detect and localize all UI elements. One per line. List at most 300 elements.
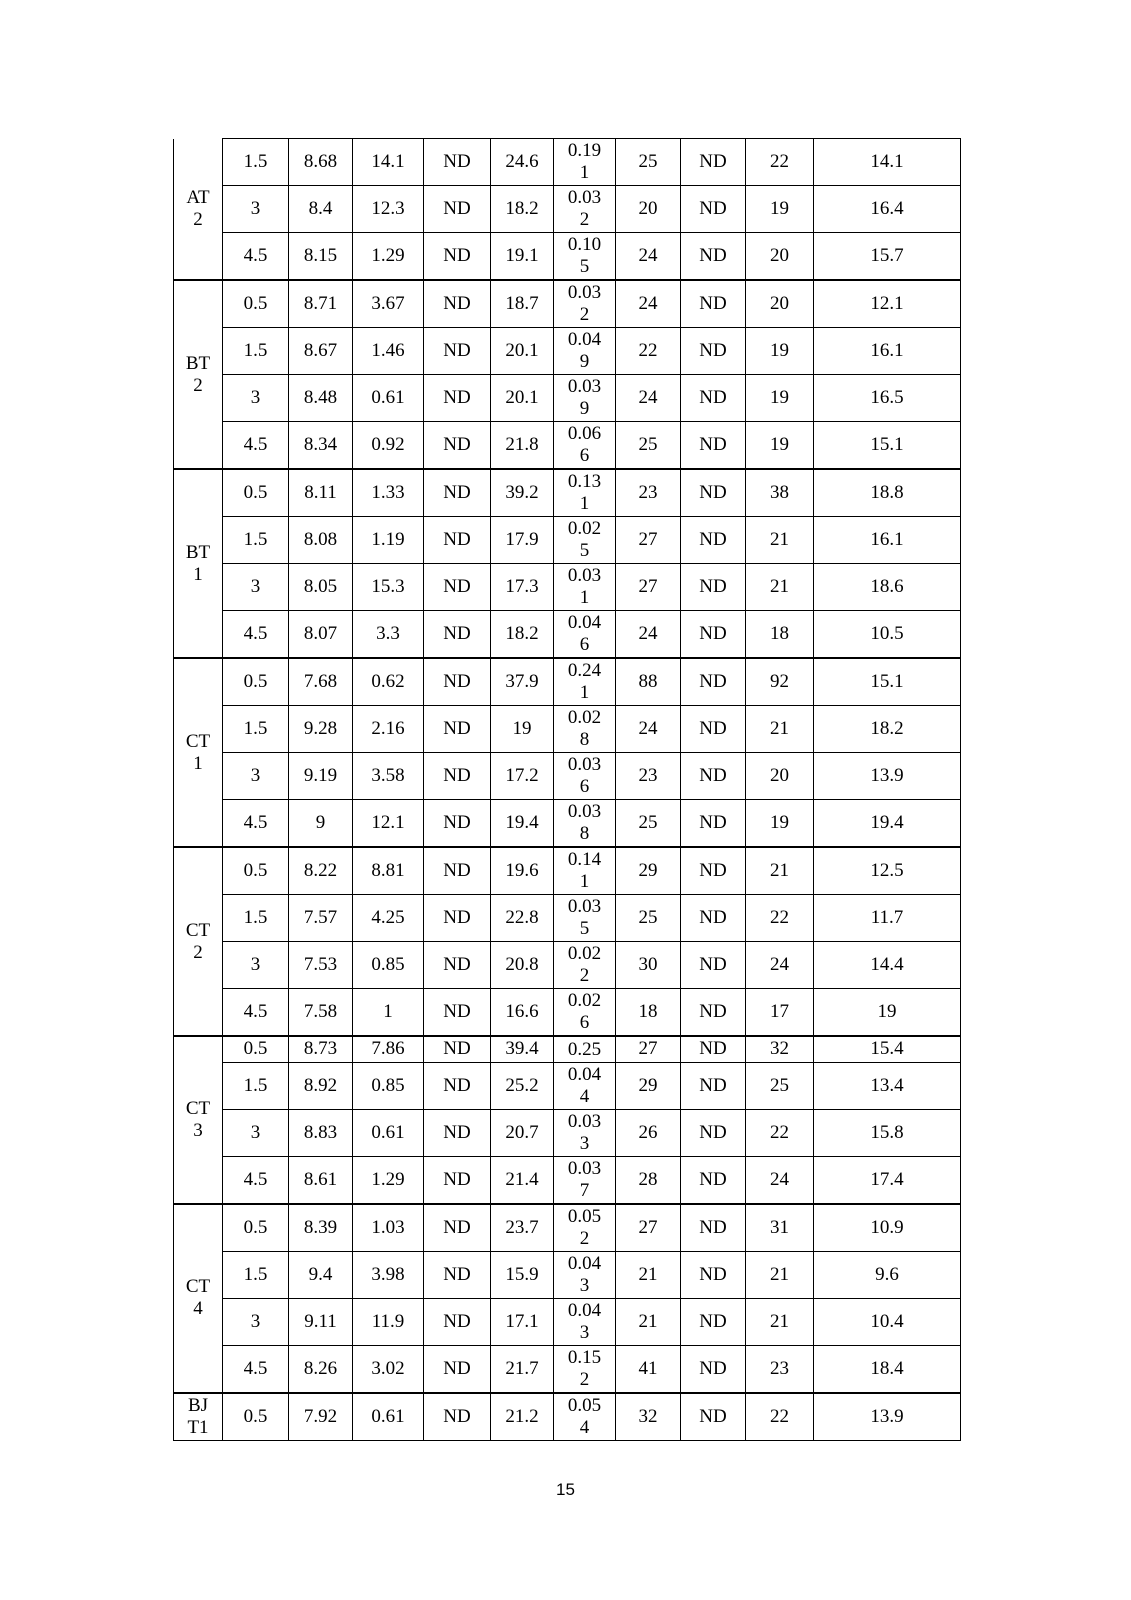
value-cell: 21.8 bbox=[491, 422, 554, 470]
value-cell: 9.4 bbox=[289, 1251, 353, 1298]
value-cell: 14.4 bbox=[814, 942, 961, 989]
wrapped-value: 0.035 bbox=[567, 896, 602, 939]
value-cell: 20.1 bbox=[491, 328, 554, 375]
value-cell: 17.3 bbox=[491, 564, 554, 611]
value-cell: ND bbox=[681, 1062, 746, 1109]
depth-cell: 0.5 bbox=[223, 1204, 289, 1252]
station-label-cell: BJ T1 bbox=[174, 1393, 223, 1441]
value-cell bbox=[554, 989, 616, 1037]
value-cell: 8.81 bbox=[353, 847, 424, 895]
value-cell: 13.4 bbox=[814, 1062, 961, 1109]
value-cell: 1.19 bbox=[353, 517, 424, 564]
value-cell: 20 bbox=[746, 753, 814, 800]
value-cell: 9 bbox=[289, 800, 353, 848]
value-cell bbox=[554, 1156, 616, 1204]
value-cell: ND bbox=[424, 847, 491, 895]
table-row bbox=[174, 1109, 961, 1156]
value-cell: 24 bbox=[746, 942, 814, 989]
depth-cell: 4.5 bbox=[223, 1156, 289, 1204]
table-row bbox=[174, 328, 961, 375]
value-cell: 1.29 bbox=[353, 233, 424, 281]
value-cell: 20.8 bbox=[491, 942, 554, 989]
value-cell: ND bbox=[424, 706, 491, 753]
value-cell: ND bbox=[681, 658, 746, 706]
value-cell: 18.2 bbox=[491, 186, 554, 233]
value-cell: ND bbox=[424, 942, 491, 989]
value-cell bbox=[554, 1109, 616, 1156]
value-cell: 24.6 bbox=[491, 139, 554, 186]
value-cell: 25 bbox=[616, 139, 681, 186]
depth-cell: 0.5 bbox=[223, 1036, 289, 1062]
value-cell: 23.7 bbox=[491, 1204, 554, 1252]
depth-cell: 4.5 bbox=[223, 611, 289, 659]
table-row bbox=[174, 233, 961, 281]
value-cell bbox=[554, 1345, 616, 1393]
value-cell: ND bbox=[681, 989, 746, 1037]
value-cell: 10.9 bbox=[814, 1204, 961, 1252]
value-cell: 27 bbox=[616, 564, 681, 611]
value-cell bbox=[554, 847, 616, 895]
value-cell: 22 bbox=[746, 895, 814, 942]
table-row bbox=[174, 280, 961, 328]
value-cell: 28 bbox=[616, 1156, 681, 1204]
value-cell: 92 bbox=[746, 658, 814, 706]
value-cell: 8.48 bbox=[289, 375, 353, 422]
value-cell: 0.85 bbox=[353, 1062, 424, 1109]
value-cell bbox=[554, 517, 616, 564]
table-row bbox=[174, 1393, 961, 1441]
station-label-cell: CT 1 bbox=[174, 658, 223, 847]
value-cell: 15.1 bbox=[814, 422, 961, 470]
value-cell: 7.92 bbox=[289, 1393, 353, 1441]
depth-cell: 3 bbox=[223, 1109, 289, 1156]
value-cell: ND bbox=[681, 1204, 746, 1252]
depth-cell: 3 bbox=[223, 753, 289, 800]
value-cell: 19.1 bbox=[491, 233, 554, 281]
value-cell: 25 bbox=[616, 800, 681, 848]
table-row bbox=[174, 517, 961, 564]
value-cell: 8.73 bbox=[289, 1036, 353, 1062]
value-cell: ND bbox=[424, 1156, 491, 1204]
depth-cell: 0.5 bbox=[223, 658, 289, 706]
value-cell: 9.11 bbox=[289, 1298, 353, 1345]
value-cell: 14.1 bbox=[353, 139, 424, 186]
depth-cell: 1.5 bbox=[223, 1062, 289, 1109]
value-cell: 0.61 bbox=[353, 1393, 424, 1441]
wrapped-value: 0.066 bbox=[567, 423, 602, 466]
value-cell bbox=[554, 1298, 616, 1345]
value-cell: ND bbox=[681, 469, 746, 517]
table-row bbox=[174, 895, 961, 942]
depth-cell: 0.5 bbox=[223, 847, 289, 895]
depth-cell: 1.5 bbox=[223, 706, 289, 753]
value-cell: 18.6 bbox=[814, 564, 961, 611]
value-cell: ND bbox=[681, 328, 746, 375]
depth-cell: 3 bbox=[223, 1298, 289, 1345]
value-cell: ND bbox=[681, 1109, 746, 1156]
wrapped-value: 0.031 bbox=[567, 565, 602, 608]
value-cell: ND bbox=[424, 280, 491, 328]
value-cell bbox=[554, 280, 616, 328]
value-cell: 19 bbox=[491, 706, 554, 753]
depth-cell: 3 bbox=[223, 564, 289, 611]
value-cell: 19 bbox=[814, 989, 961, 1037]
table-row bbox=[174, 942, 961, 989]
value-cell bbox=[554, 753, 616, 800]
value-cell: 23 bbox=[746, 1345, 814, 1393]
value-cell: ND bbox=[424, 753, 491, 800]
value-cell: 32 bbox=[746, 1036, 814, 1062]
wrapped-value: 0.022 bbox=[567, 943, 602, 986]
wrapped-value: 0.043 bbox=[567, 1252, 602, 1296]
value-cell: 20.7 bbox=[491, 1109, 554, 1156]
value-cell: 21 bbox=[746, 564, 814, 611]
value-cell: 15.8 bbox=[814, 1109, 961, 1156]
value-cell: 9.28 bbox=[289, 706, 353, 753]
value-cell: 24 bbox=[616, 233, 681, 281]
wrapped-value: 0.052 bbox=[567, 1205, 602, 1249]
value-cell: 19.4 bbox=[491, 800, 554, 848]
value-cell: 15.9 bbox=[491, 1251, 554, 1298]
wrapped-value: 0.033 bbox=[567, 1110, 602, 1154]
table-row bbox=[174, 422, 961, 470]
value-cell: 0.62 bbox=[353, 658, 424, 706]
value-cell: ND bbox=[681, 280, 746, 328]
value-cell bbox=[554, 1251, 616, 1298]
value-cell: 21 bbox=[746, 706, 814, 753]
value-cell: 16.4 bbox=[814, 186, 961, 233]
value-cell: ND bbox=[681, 1251, 746, 1298]
page-number: 15 bbox=[556, 1480, 575, 1499]
table-row bbox=[174, 186, 961, 233]
wrapped-value: 0.026 bbox=[567, 990, 602, 1033]
wrapped-value: 0.043 bbox=[567, 1299, 602, 1343]
wrapped-value: 0.036 bbox=[567, 754, 602, 797]
wrapped-value: 0.025 bbox=[567, 518, 602, 561]
value-cell: 8.15 bbox=[289, 233, 353, 281]
value-cell: 12.1 bbox=[353, 800, 424, 848]
depth-cell: 3 bbox=[223, 186, 289, 233]
wrapped-value: 0.141 bbox=[567, 849, 602, 892]
value-cell: ND bbox=[681, 942, 746, 989]
depth-cell: 1.5 bbox=[223, 1251, 289, 1298]
value-cell: 8.11 bbox=[289, 469, 353, 517]
value-cell: 22 bbox=[746, 1393, 814, 1441]
value-cell: 20 bbox=[746, 233, 814, 281]
value-cell: 13.9 bbox=[814, 753, 961, 800]
table-row bbox=[174, 564, 961, 611]
value-cell: ND bbox=[424, 328, 491, 375]
value-cell: 0.85 bbox=[353, 942, 424, 989]
value-cell: 31 bbox=[746, 1204, 814, 1252]
value-cell: 24 bbox=[616, 706, 681, 753]
value-cell bbox=[554, 800, 616, 848]
depth-cell: 1.5 bbox=[223, 517, 289, 564]
value-cell: ND bbox=[681, 753, 746, 800]
value-cell: 25.2 bbox=[491, 1062, 554, 1109]
value-cell: 29 bbox=[616, 847, 681, 895]
wrapped-value: 0.049 bbox=[567, 329, 602, 372]
value-cell: 18.2 bbox=[814, 706, 961, 753]
value-cell: 17.1 bbox=[491, 1298, 554, 1345]
value-cell: ND bbox=[424, 517, 491, 564]
value-cell: 15.1 bbox=[814, 658, 961, 706]
value-cell: ND bbox=[424, 1298, 491, 1345]
value-cell: 38 bbox=[746, 469, 814, 517]
value-cell: ND bbox=[681, 800, 746, 848]
value-cell: 3.3 bbox=[353, 611, 424, 659]
table-row bbox=[174, 139, 961, 186]
value-cell: 24 bbox=[616, 375, 681, 422]
value-cell: 0.61 bbox=[353, 375, 424, 422]
value-cell: ND bbox=[424, 1109, 491, 1156]
value-cell: 8.92 bbox=[289, 1062, 353, 1109]
value-cell: 27 bbox=[616, 1204, 681, 1252]
value-cell: 88 bbox=[616, 658, 681, 706]
wrapped-value: 0.046 bbox=[567, 612, 602, 655]
value-cell: 25 bbox=[616, 895, 681, 942]
table-row bbox=[174, 800, 961, 848]
value-cell: ND bbox=[424, 186, 491, 233]
table-row bbox=[174, 1062, 961, 1109]
value-cell: 8.83 bbox=[289, 1109, 353, 1156]
value-cell: 22 bbox=[746, 1109, 814, 1156]
value-cell: 16.1 bbox=[814, 517, 961, 564]
value-cell: 16.5 bbox=[814, 375, 961, 422]
station-label-cell: CT 4 bbox=[174, 1204, 223, 1393]
value-cell: 19.6 bbox=[491, 847, 554, 895]
value-cell: 29 bbox=[616, 1062, 681, 1109]
depth-cell: 1.5 bbox=[223, 139, 289, 186]
value-cell: 24 bbox=[616, 611, 681, 659]
depth-cell: 4.5 bbox=[223, 989, 289, 1037]
value-cell: 3.58 bbox=[353, 753, 424, 800]
value-cell bbox=[554, 422, 616, 470]
table-row bbox=[174, 989, 961, 1037]
value-cell: 17 bbox=[746, 989, 814, 1037]
value-cell: 1 bbox=[353, 989, 424, 1037]
value-cell: ND bbox=[681, 422, 746, 470]
value-cell bbox=[554, 469, 616, 517]
value-cell: 7.53 bbox=[289, 942, 353, 989]
value-cell: 2.16 bbox=[353, 706, 424, 753]
value-cell: 22 bbox=[616, 328, 681, 375]
value-cell: ND bbox=[424, 1204, 491, 1252]
value-cell: 19 bbox=[746, 328, 814, 375]
value-cell: 19 bbox=[746, 186, 814, 233]
wrapped-value: 0.25 bbox=[567, 1038, 602, 1060]
value-cell: ND bbox=[681, 1345, 746, 1393]
value-cell: 39.4 bbox=[491, 1036, 554, 1062]
value-cell: 8.4 bbox=[289, 186, 353, 233]
value-cell: 1.03 bbox=[353, 1204, 424, 1252]
value-cell: ND bbox=[424, 1251, 491, 1298]
value-cell: 7.86 bbox=[353, 1036, 424, 1062]
value-cell: 8.34 bbox=[289, 422, 353, 470]
value-cell: 17.4 bbox=[814, 1156, 961, 1204]
value-cell: 14.1 bbox=[814, 139, 961, 186]
table-row bbox=[174, 753, 961, 800]
value-cell: 30 bbox=[616, 942, 681, 989]
value-cell: 24 bbox=[746, 1156, 814, 1204]
value-cell: 1.46 bbox=[353, 328, 424, 375]
value-cell: ND bbox=[681, 895, 746, 942]
value-cell: 8.68 bbox=[289, 139, 353, 186]
value-cell: 20.1 bbox=[491, 375, 554, 422]
wrapped-value: 0.131 bbox=[567, 471, 602, 514]
value-cell: 3.98 bbox=[353, 1251, 424, 1298]
table-row bbox=[174, 1345, 961, 1393]
value-cell: 8.07 bbox=[289, 611, 353, 659]
value-cell: ND bbox=[681, 1298, 746, 1345]
value-cell: 8.08 bbox=[289, 517, 353, 564]
value-cell: 1.33 bbox=[353, 469, 424, 517]
value-cell: 10.5 bbox=[814, 611, 961, 659]
value-cell: ND bbox=[681, 847, 746, 895]
value-cell bbox=[554, 1204, 616, 1252]
value-cell: 16.6 bbox=[491, 989, 554, 1037]
value-cell bbox=[554, 139, 616, 186]
table-row bbox=[174, 658, 961, 706]
table-body bbox=[174, 139, 961, 1441]
value-cell: ND bbox=[424, 1036, 491, 1062]
value-cell bbox=[554, 658, 616, 706]
value-cell: 21 bbox=[616, 1251, 681, 1298]
value-cell bbox=[554, 611, 616, 659]
value-cell bbox=[554, 564, 616, 611]
value-cell: 23 bbox=[616, 469, 681, 517]
depth-cell: 1.5 bbox=[223, 895, 289, 942]
value-cell: 25 bbox=[746, 1062, 814, 1109]
wrapped-value: 0.039 bbox=[567, 376, 602, 419]
value-cell: ND bbox=[681, 375, 746, 422]
value-cell: 17.2 bbox=[491, 753, 554, 800]
wrapped-value: 0.032 bbox=[567, 187, 602, 230]
value-cell: 7.68 bbox=[289, 658, 353, 706]
value-cell: 0.61 bbox=[353, 1109, 424, 1156]
table-row bbox=[174, 1251, 961, 1298]
value-cell: 7.57 bbox=[289, 895, 353, 942]
value-cell: 21 bbox=[746, 517, 814, 564]
depth-cell: 4.5 bbox=[223, 422, 289, 470]
value-cell bbox=[554, 233, 616, 281]
wrapped-value: 0.028 bbox=[567, 707, 602, 750]
value-cell: 20 bbox=[746, 280, 814, 328]
value-cell: 25 bbox=[616, 422, 681, 470]
value-cell: 21 bbox=[746, 1298, 814, 1345]
value-cell: 18.2 bbox=[491, 611, 554, 659]
value-cell: 11.7 bbox=[814, 895, 961, 942]
value-cell bbox=[554, 328, 616, 375]
value-cell bbox=[554, 186, 616, 233]
depth-cell: 4.5 bbox=[223, 233, 289, 281]
station-label-cell: CT 3 bbox=[174, 1036, 223, 1204]
value-cell: 8.22 bbox=[289, 847, 353, 895]
value-cell bbox=[554, 942, 616, 989]
wrapped-value: 0.105 bbox=[567, 234, 602, 277]
value-cell: 13.9 bbox=[814, 1393, 961, 1441]
value-cell: 1.29 bbox=[353, 1156, 424, 1204]
value-cell: 26 bbox=[616, 1109, 681, 1156]
value-cell: 17.9 bbox=[491, 517, 554, 564]
depth-cell: 3 bbox=[223, 942, 289, 989]
table-row bbox=[174, 611, 961, 659]
wrapped-value: 0.054 bbox=[567, 1394, 602, 1438]
value-cell: 18.4 bbox=[814, 1345, 961, 1393]
wrapped-value: 0.241 bbox=[567, 660, 602, 703]
depth-cell: 3 bbox=[223, 375, 289, 422]
value-cell: 8.67 bbox=[289, 328, 353, 375]
value-cell: ND bbox=[681, 186, 746, 233]
depth-cell: 0.5 bbox=[223, 1393, 289, 1441]
value-cell bbox=[554, 375, 616, 422]
value-cell: 41 bbox=[616, 1345, 681, 1393]
value-cell: 24 bbox=[616, 280, 681, 328]
value-cell: 8.61 bbox=[289, 1156, 353, 1204]
table-row bbox=[174, 847, 961, 895]
value-cell: 12.3 bbox=[353, 186, 424, 233]
value-cell: ND bbox=[424, 1345, 491, 1393]
station-label-cell: BT 1 bbox=[174, 469, 223, 658]
wrapped-value: 0.044 bbox=[567, 1063, 602, 1107]
value-cell: 39.2 bbox=[491, 469, 554, 517]
wrapped-value: 0.191 bbox=[567, 140, 602, 183]
value-cell: 19 bbox=[746, 375, 814, 422]
value-cell: 9.19 bbox=[289, 753, 353, 800]
value-cell bbox=[554, 1062, 616, 1109]
value-cell: 20 bbox=[616, 186, 681, 233]
value-cell: ND bbox=[681, 517, 746, 564]
value-cell: ND bbox=[681, 564, 746, 611]
value-cell: ND bbox=[424, 564, 491, 611]
station-label-cell: AT 2 bbox=[174, 139, 223, 281]
value-cell: 12.5 bbox=[814, 847, 961, 895]
table-row bbox=[174, 469, 961, 517]
value-cell: 8.05 bbox=[289, 564, 353, 611]
value-cell: ND bbox=[681, 139, 746, 186]
depth-cell: 4.5 bbox=[223, 800, 289, 848]
value-cell: 22.8 bbox=[491, 895, 554, 942]
value-cell: 18.8 bbox=[814, 469, 961, 517]
value-cell: 8.39 bbox=[289, 1204, 353, 1252]
value-cell: ND bbox=[681, 1036, 746, 1062]
value-cell: ND bbox=[424, 895, 491, 942]
value-cell: 21 bbox=[746, 847, 814, 895]
value-cell: 19 bbox=[746, 422, 814, 470]
wrapped-value: 0.037 bbox=[567, 1157, 602, 1201]
value-cell: ND bbox=[424, 800, 491, 848]
wrapped-value: 0.038 bbox=[567, 801, 602, 844]
value-cell: ND bbox=[424, 1393, 491, 1441]
depth-cell: 0.5 bbox=[223, 280, 289, 328]
value-cell: ND bbox=[424, 375, 491, 422]
value-cell: 37.9 bbox=[491, 658, 554, 706]
value-cell: 12.1 bbox=[814, 280, 961, 328]
value-cell: 7.58 bbox=[289, 989, 353, 1037]
wrapped-value: 0.032 bbox=[567, 282, 602, 325]
value-cell: 27 bbox=[616, 517, 681, 564]
wrapped-value: 0.152 bbox=[567, 1346, 602, 1390]
value-cell: 4.25 bbox=[353, 895, 424, 942]
value-cell: 3.02 bbox=[353, 1345, 424, 1393]
value-cell: 19.4 bbox=[814, 800, 961, 848]
value-cell: ND bbox=[424, 422, 491, 470]
value-cell: ND bbox=[424, 989, 491, 1037]
value-cell: 8.71 bbox=[289, 280, 353, 328]
depth-cell: 1.5 bbox=[223, 328, 289, 375]
table-row bbox=[174, 1156, 961, 1204]
value-cell: ND bbox=[681, 1393, 746, 1441]
